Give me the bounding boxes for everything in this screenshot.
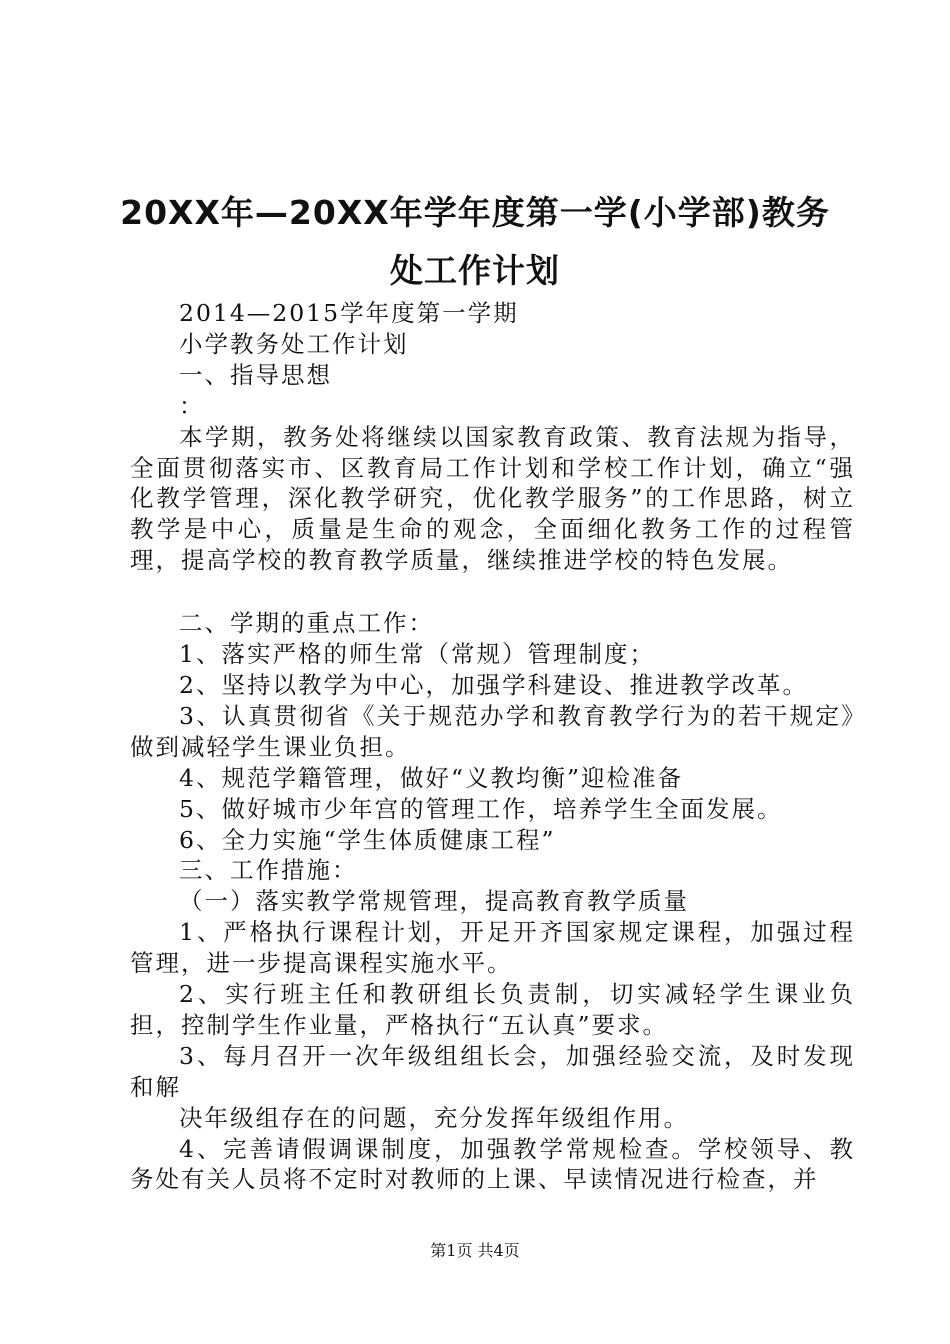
list-item: 4、规范学籍管理，做好“义教均衡”迎检准备 <box>179 763 683 792</box>
heading-key-work: 二、学期的重点工作： <box>179 609 434 638</box>
list-item: 6、全力实施“学生体质健康工程” <box>179 825 556 854</box>
paragraph-school-year: 2014—2015学年度第一学期 <box>179 299 519 327</box>
list-item: 2、实行班主任和教研组长负责制，切实减轻学生课业负担，控制学生作业量，严格执行“五认真”要求。 <box>130 980 855 1039</box>
document-title-line-1: 20XX年—20XX年学年度第一学(小学部)教务 <box>120 193 830 232</box>
heading-measures: 三、工作措施： <box>179 856 358 885</box>
list-item: 4、完善请假调课制度，加强教学常规检查。学校领导、教务处有关人员将不定时对教师的上课、早读情况进行检查，并 <box>130 1134 855 1194</box>
paragraph-colon: ： <box>179 391 205 420</box>
page-footer: 第1页 共4页 <box>430 1241 520 1260</box>
list-item: 1、落实严格的师生常（常规）管理制度； <box>179 640 655 669</box>
list-item: 3、每月召开一次年级组组长会，加强经验交流，及时发现和解 <box>130 1041 855 1101</box>
list-item: 1、严格执行课程计划，开足开齐国家规定课程，加强过程管理，进一步提高课程实施水平。 <box>130 918 855 978</box>
list-item-continuation: 决年级组存在的问题，充分发挥年级组作用。 <box>179 1103 689 1132</box>
paragraph-plan-name: 小学教务处工作计划 <box>179 329 409 358</box>
paragraph-spacer <box>130 576 855 608</box>
list-item: 3、认真贯彻省《关于规范办学和教育教学行为的若干规定》做到减轻学生课业负担。 <box>130 701 855 761</box>
document-title-line-2: 处工作计划 <box>390 251 560 290</box>
list-item: 5、做好城市少年宫的管理工作，培养学生全面发展。 <box>179 794 783 823</box>
heading-guiding-ideology: 一、指导思想 <box>179 360 332 389</box>
document-body <box>130 298 855 1195</box>
list-item: 2、坚持以教学为中心，加强学科建设、推进教学改革。 <box>179 670 808 699</box>
subheading-routine-management: （一）落实教学常规管理，提高教育教学质量 <box>179 887 689 916</box>
paragraph-ideology-body: 本学期，教务处将继续以国家教育政策、教育法规为指导，全面贯彻落实市、区教育局工作计划和学校工作计划，确立“强化教学管理，深化教学研究，优化教学服务”的工作思路，树立教学是中心，质量是生命的观念，全面细化教务工作的过程管理，提高学校的教育教学质量，继续推进学校的特色发展。 <box>130 422 855 575</box>
